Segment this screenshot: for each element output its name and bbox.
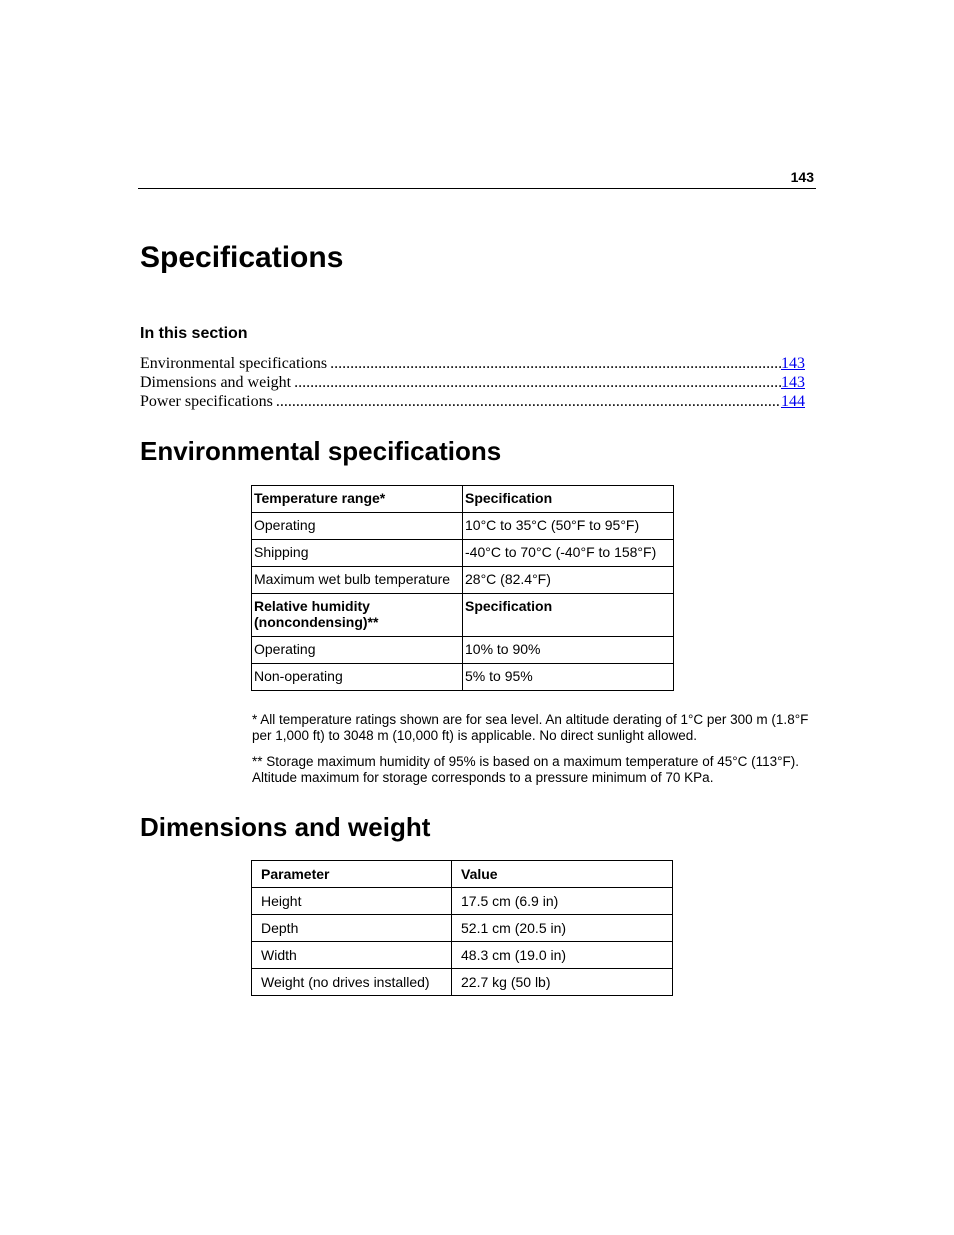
toc-page-link-environmental[interactable]: 143 <box>781 355 805 372</box>
dimensions-weight-table <box>251 860 673 996</box>
toc-item-label: Dimensions and weight <box>140 374 292 391</box>
table-row <box>252 540 674 567</box>
table-cell: Parameter <box>252 861 452 888</box>
table-cell: 22.7 kg (50 lb) <box>452 969 673 996</box>
toc-item-power <box>140 392 805 411</box>
toc-item-label: Power specifications <box>140 393 273 410</box>
table-cell: 17.5 cm (6.9 in) <box>452 888 673 915</box>
table-row <box>252 969 673 996</box>
page-title: Specifications <box>140 241 344 274</box>
table-header-row <box>252 594 674 637</box>
table-row <box>252 637 674 664</box>
table-header-row <box>252 486 674 513</box>
environmental-specs-table <box>251 485 674 691</box>
table-cell: 10°C to 35°C (50°F to 95°F) <box>463 513 674 540</box>
toc-item-environmental <box>140 354 805 373</box>
toc-heading: In this section <box>140 325 248 342</box>
table-cell: Height <box>252 888 452 915</box>
dimensions-section-title: Dimensions and weight <box>140 812 431 842</box>
toc-page-link-power[interactable]: 144 <box>781 393 805 410</box>
table-cell: 48.3 cm (19.0 in) <box>452 942 673 969</box>
footnote-temperature: * All temperature ratings shown are for sea level. An altitude derating of 1°C per 300 m (1.8°F per 1,000 ft) to 3048 m (10,000 ft) is applicable. No direct sunlight allowed. <box>252 712 809 743</box>
table-cell: Non-operating <box>252 664 463 691</box>
table-cell: 28°C (82.4°F) <box>463 567 674 594</box>
table-cell: Width <box>252 942 452 969</box>
table-cell: Operating <box>252 637 463 664</box>
table-cell: Relative humidity (noncondensing)** <box>252 594 463 637</box>
table-cell: Depth <box>252 915 452 942</box>
table-cell: Operating <box>252 513 463 540</box>
table-row <box>252 513 674 540</box>
table-cell: Weight (no drives installed) <box>252 969 452 996</box>
footnote-humidity: ** Storage maximum humidity of 95% is based on a maximum temperature of 45°C (113°F). Altitude maximum for storage corresponds to a pressure minimum of 70 KPa. <box>252 754 800 785</box>
toc-dot-leader <box>294 373 781 392</box>
toc-page-link-dimensions[interactable]: 143 <box>781 374 805 391</box>
table-cell: Temperature range* <box>252 486 463 513</box>
table-cell: Maximum wet bulb temperature <box>252 567 463 594</box>
table-row <box>252 567 674 594</box>
header-rule <box>138 188 816 189</box>
table-row <box>252 915 673 942</box>
table-cell: 10% to 90% <box>463 637 674 664</box>
toc-item-dimensions <box>140 373 805 392</box>
table-cell: Specification <box>463 594 674 637</box>
table-of-contents <box>140 354 805 411</box>
table-row <box>252 942 673 969</box>
toc-dot-leader <box>330 354 781 373</box>
table-cell: 52.1 cm (20.5 in) <box>452 915 673 942</box>
table-header-row <box>252 861 673 888</box>
table-cell: -40°C to 70°C (-40°F to 158°F) <box>463 540 674 567</box>
page-number: 143 <box>790 169 814 185</box>
table-cell: 5% to 95% <box>463 664 674 691</box>
environmental-section-title: Environmental specifications <box>140 436 502 466</box>
table-cell: Specification <box>463 486 674 513</box>
toc-dot-leader <box>276 392 781 411</box>
table-cell: Shipping <box>252 540 463 567</box>
toc-item-label: Environmental specifications <box>140 355 328 372</box>
table-cell: Value <box>452 861 673 888</box>
table-row <box>252 664 674 691</box>
table-row <box>252 888 673 915</box>
